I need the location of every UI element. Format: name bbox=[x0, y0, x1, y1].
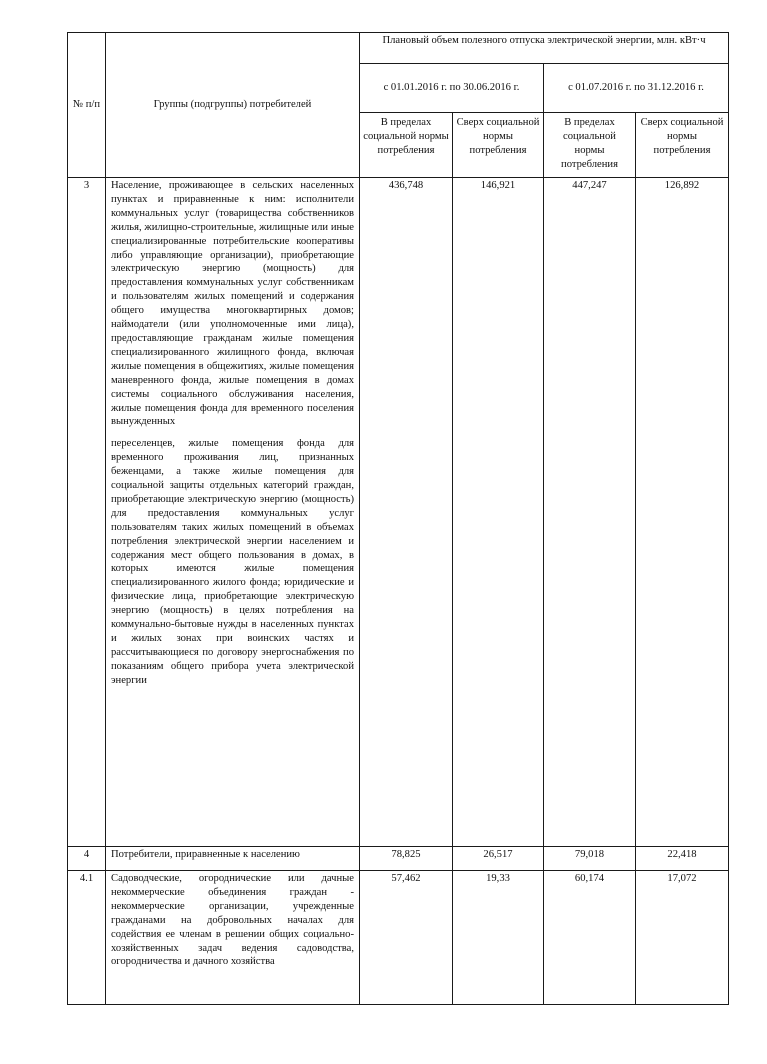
row-value-above-2: 22,418 bbox=[636, 847, 729, 871]
row-description bbox=[106, 178, 360, 847]
row-value-above-1: 26,517 bbox=[453, 847, 544, 871]
row-value-within-2: 447,247 bbox=[544, 178, 636, 847]
row-description-paragraph: Потребители, приравненные к населению bbox=[111, 849, 300, 860]
header-row-1 bbox=[68, 33, 729, 64]
row-description bbox=[106, 871, 360, 1005]
row-number: 4.1 bbox=[68, 871, 106, 1005]
row-value-above-2: 17,072 bbox=[636, 871, 729, 1005]
consumption-table bbox=[67, 32, 729, 1005]
row-value-within-1: 78,825 bbox=[360, 847, 453, 871]
header-within-norm-2: В пределах социальной нормы потребления bbox=[544, 113, 636, 178]
row-description-paragraph: Население, проживающее в сельских населенных пунктах и приравненные к ним: исполнители коммунальных услуг (товарищества собственников жилья, жилищно-строительные, жилищные или иные специализированные потребительские кооперативы либо управляющие организации), приобретающие электрическую энергию (мощность) для предоставления коммунальных услуг собственникам и пользователям жилых помещений и содержания общего имущества многоквартирных домов; наймодатели (или уполномоченные ими лица), предоставляющие гражданам жилые помещения специализированного жилищного фонда, включая жилые помещения в общежитиях, жилые помещения маневренного фонда, жилые помещения в домах системы социального обслуживания населения, жилые помещения фонда для временного поселения вынужденных bbox=[111, 180, 354, 428]
row-description-paragraph: Садоводческие, огороднические или дачные некоммерческие объединения граждан - некоммерческие организации, учрежденные гражданами на добровольных началах для содействия ее членам в решении общих социально-хозяйственных задач ведения садоводства, огородничества и дачного хозяйства bbox=[111, 873, 354, 968]
row-value-within-2: 79,018 bbox=[544, 847, 636, 871]
row-value-above-1: 146,921 bbox=[453, 178, 544, 847]
row-value-above-1: 19,33 bbox=[453, 871, 544, 1005]
row-description bbox=[106, 847, 360, 871]
table-row bbox=[68, 871, 729, 1005]
header-above-norm-2: Сверх социальной нормы потребления bbox=[636, 113, 729, 178]
table-row bbox=[68, 178, 729, 847]
header-number: № п/п bbox=[68, 33, 106, 178]
header-period-2: с 01.07.2016 г. по 31.12.2016 г. bbox=[544, 64, 729, 113]
row-number: 3 bbox=[68, 178, 106, 847]
row-value-within-2: 60,174 bbox=[544, 871, 636, 1005]
row-number: 4 bbox=[68, 847, 106, 871]
row-value-within-1: 436,748 bbox=[360, 178, 453, 847]
row-value-within-1: 57,462 bbox=[360, 871, 453, 1005]
header-period-1: с 01.01.2016 г. по 30.06.2016 г. bbox=[360, 64, 544, 113]
header-group: Группы (подгруппы) потребителей bbox=[106, 33, 360, 178]
header-above-norm-1: Сверх социальной нормы потребления bbox=[453, 113, 544, 178]
row-value-above-2: 126,892 bbox=[636, 178, 729, 847]
header-volume: Плановый объем полезного отпуска электрической энергии, млн. кВт·ч bbox=[360, 33, 729, 64]
row-description-paragraph: переселенцев, жилые помещения фонда для временного проживания лиц, признанных беженцами, а также жилые помещения для социальной защиты отдельных категорий граждан, приобретающие электрическую энергию (мощность) для предоставления коммунальных услуг пользователям таких жилых помещений в объемах потребления электрической энергии населением и содержания мест общего пользования в домах, в которых имеются жилые помещения специализированного жилого фонда; юридические и физические лица, приобретающие электрическую энергию (мощность) в целях потребления на коммунально-бытовые нужды в населенных пунктах и жилых зонах при воинских частях и рассчитывающиеся по договору энергоснабжения по показаниям общего прибора учета электрической энергии bbox=[111, 438, 354, 686]
table-row bbox=[68, 847, 729, 871]
header-within-norm-1: В пределах социальной нормы потребления bbox=[360, 113, 453, 178]
